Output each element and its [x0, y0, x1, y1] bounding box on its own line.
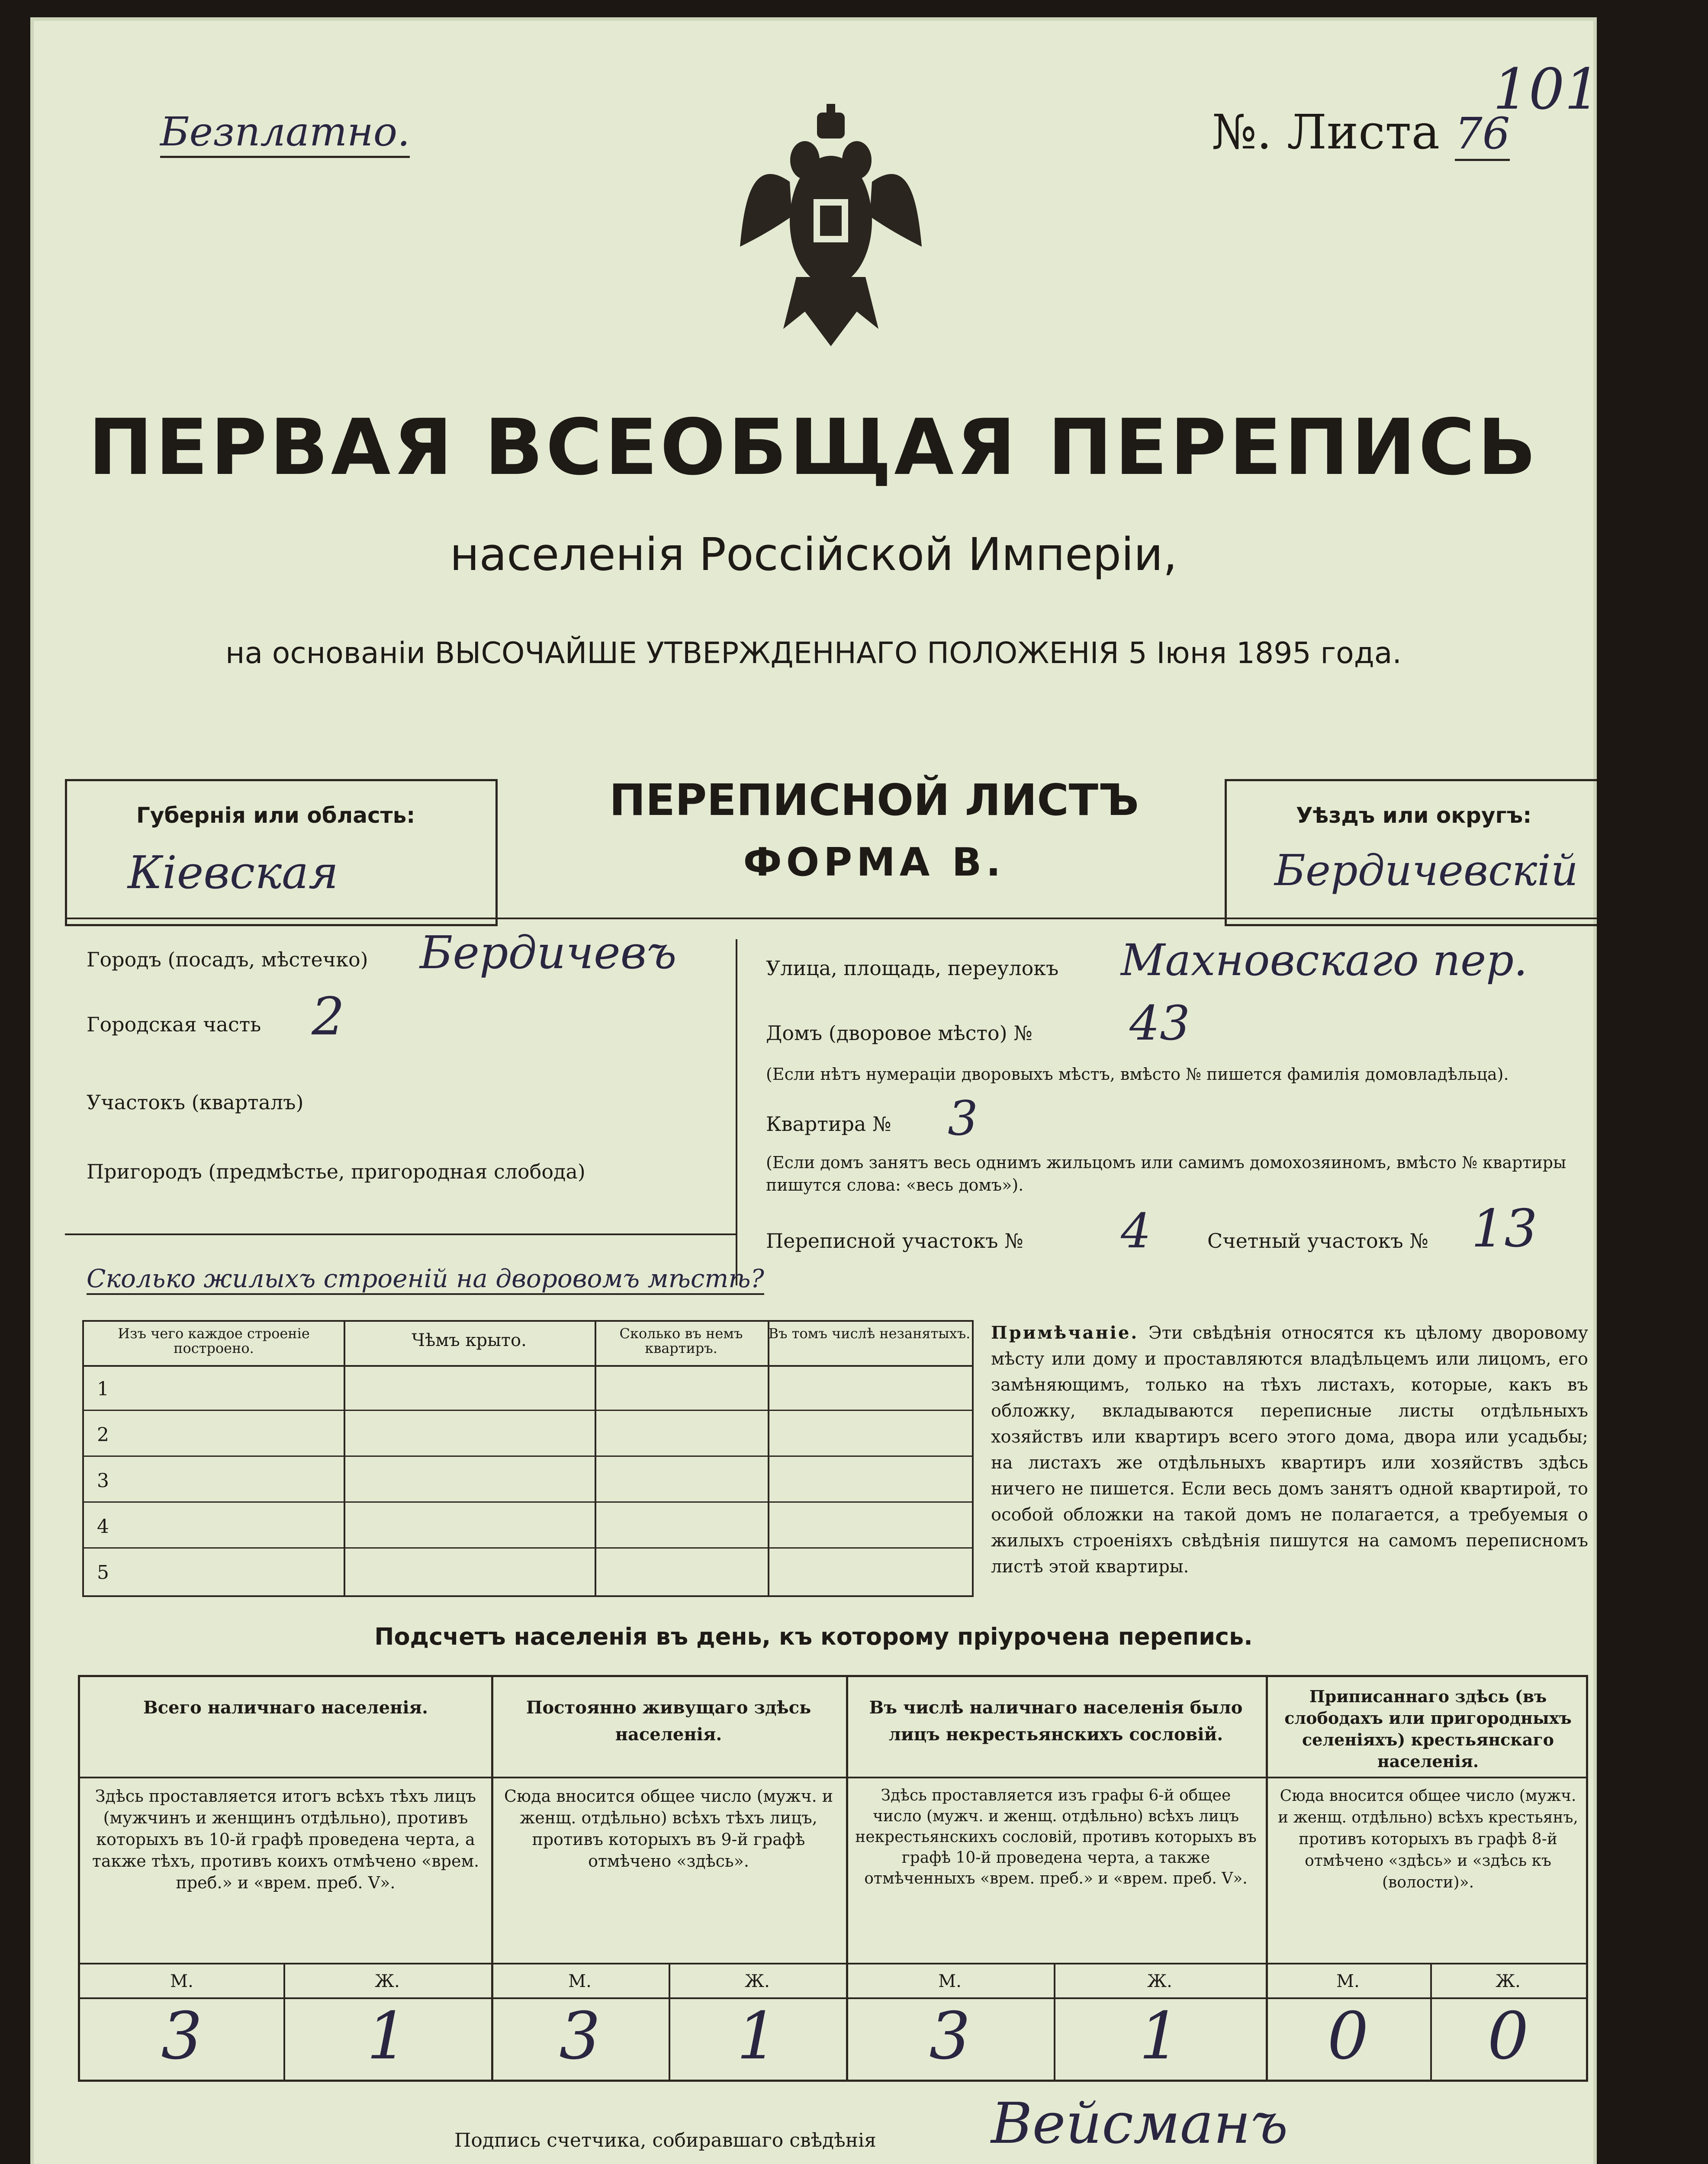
- street-label: Улица, площадь, переулокъ: [766, 956, 1059, 980]
- apartment-value: 3: [948, 1091, 978, 1146]
- buildings-table: [82, 1320, 974, 1597]
- buildings-question: Сколько жилыхъ строеній на дворовомъ мѣстѣ?: [87, 1264, 764, 1295]
- f-label: Ж.: [1496, 1971, 1521, 1991]
- sheet-number-label: №. Листа: [1212, 104, 1440, 160]
- population-col2-m: 3: [559, 1999, 601, 2074]
- apartment-note: (Если домъ занятъ весь однимъ жильцомъ или самимъ домохозяиномъ, вмѣсто № квартиры пишутся слова: «весь домъ»).: [766, 1153, 1566, 1195]
- apartment-label: Квартира №: [766, 1112, 891, 1136]
- main-title: ПЕРВАЯ ВСЕОБЩАЯ ПЕРЕПИСЬ: [88, 403, 1539, 492]
- m-label: М.: [568, 1971, 592, 1991]
- free-label: Безплатно.: [160, 108, 410, 158]
- m-label: М.: [938, 1971, 962, 1991]
- sheet-number-value: 76: [1455, 108, 1510, 161]
- imperial-eagle-icon: [740, 104, 922, 364]
- house-value: 43: [1129, 995, 1190, 1051]
- city-label: Городъ (посадъ, мѣстечко): [87, 948, 368, 971]
- population-col1-head: Всего наличнаго населенія.: [143, 1697, 428, 1718]
- subtitle: населенія Россійской Имперіи,: [450, 528, 1177, 581]
- census-district-label: Переписной участокъ №: [766, 1229, 1023, 1253]
- district-label: Уѣздъ или округъ:: [1296, 803, 1532, 828]
- population-col3-head: Въ числѣ наличнаго населенія было лицъ некрестьянскихъ сословій.: [869, 1697, 1243, 1745]
- census-district-value: 4: [1121, 1203, 1151, 1259]
- population-col1-m: 3: [161, 1999, 203, 2074]
- population-col4-head: Приписаннаго здѣсь (въ слободахъ или пригородныхъ селеніяхъ) крестьянскаго населенія.: [1284, 1687, 1572, 1771]
- address-divider: [736, 939, 737, 1285]
- signature-value: Вейсманъ: [991, 2090, 1288, 2156]
- population-col1-desc: Здѣсь проставляется итогъ всѣхъ тѣхъ лицъ (мужчинъ и женщинъ отдѣльно), противъ которыхъ въ 10-й графѣ проведена черта, а также тѣхъ, противъ коихъ отмѣчено «врем. преб.» и «врем. преб. V».: [92, 1787, 479, 1892]
- population-col1-f: 1: [367, 1999, 408, 2074]
- buildings-note: [991, 1320, 1588, 1580]
- f-label: Ж.: [1147, 1971, 1172, 1991]
- buildings-row: 1: [84, 1365, 972, 1411]
- district-value: Бердичевскій: [1274, 846, 1578, 895]
- region-divider: [65, 918, 1597, 919]
- buildings-row: 2: [84, 1411, 972, 1457]
- f-label: Ж.: [745, 1971, 770, 1991]
- population-col2-f: 1: [737, 1999, 778, 2074]
- quarter-label: Участокъ (кварталъ): [87, 1091, 304, 1114]
- buildings-header-vacant: Въ томъ числѣ незанятыхъ.: [768, 1325, 971, 1342]
- population-col2-desc: Сюда вносится общее число (мужч. и женщ. отдѣльно) всѣхъ тѣхъ лицъ, противъ которыхъ въ 9-й графѣ отмѣчено «здѣсь».: [504, 1787, 833, 1871]
- house-note: (Если нѣтъ нумераціи дворовыхъ мѣстъ, вмѣсто № пишется фамилія домовладѣльца).: [766, 1065, 1509, 1084]
- population-table: [78, 1675, 1588, 2082]
- buildings-header-roof: Чѣмъ крыто.: [412, 1330, 527, 1350]
- population-col4-desc: Сюда вносится общее число (мужч. и женщ. отдѣльно) всѣхъ крестьянъ, противъ которыхъ въ графѣ 8-й отмѣчено «здѣсь» и «здѣсь къ (волости)».: [1278, 1787, 1578, 1891]
- city-part-label: Городская часть: [87, 1013, 261, 1036]
- m-label: М.: [170, 1971, 193, 1991]
- form-title: ПЕРЕПИСНОЙ ЛИСТЪ: [609, 775, 1139, 825]
- population-desc-line: [80, 1963, 1586, 1964]
- address-left-underline: [65, 1233, 736, 1235]
- district-box: [1225, 779, 1597, 926]
- province-box: [65, 779, 498, 926]
- street-value: Махновскаго пер.: [1121, 935, 1528, 985]
- buildings-note-title: Примѣчаніе.: [991, 1323, 1139, 1343]
- count-district-label: Счетный участокъ №: [1207, 1229, 1428, 1253]
- buildings-row: 3: [84, 1457, 972, 1503]
- suburb-label: Пригородъ (предмѣстье, пригородная слобода): [87, 1160, 585, 1183]
- sheet-number-corner: 101: [1493, 56, 1601, 122]
- buildings-rows: [84, 1365, 972, 1594]
- population-col3-desc: Здѣсь проставляется изъ графы 6-й общее число (мужч. и женщ. отдѣльно) всѣхъ лицъ некрестьянскихъ сословій, противъ которыхъ въ графѣ 10-й проведена черта, а также отмѣченныхъ «врем. преб.» и «врем. преб. V».: [855, 1787, 1257, 1887]
- population-title: Подсчетъ населенія въ день, къ которому пріурочена перепись.: [374, 1623, 1253, 1650]
- population-col4-m: 0: [1327, 1999, 1369, 2074]
- sheet-number: [1212, 104, 1510, 162]
- buildings-header-material: Изъ чего каждое строеніе построено.: [118, 1325, 310, 1356]
- population-head-line: [80, 1777, 1586, 1778]
- province-label: Губернія или область:: [136, 803, 415, 828]
- house-label: Домъ (дворовое мѣсто) №: [766, 1021, 1033, 1045]
- form-code: ФОРМА В.: [743, 840, 1005, 885]
- city-value: Бердичевъ: [420, 926, 677, 979]
- city-part-value: 2: [312, 987, 345, 1047]
- signature-label: Подпись счетчика, собиравшаго свѣдѣнія: [454, 2129, 876, 2151]
- buildings-note-text: Эти свѣдѣнія относятся къ цѣлому дворовому мѣсту или дому и проставляются владѣльцемъ или лицомъ, его замѣняющимъ, только на тѣхъ листахъ, которые, какъ въ обложку, вкладываются переписные листы отдѣльныхъ хозяйствъ или квартиръ всего этого дома, двора или усадьбы; на листахъ же отдѣльныхъ квартиръ или хозяйствъ здѣсь ничего не пишется. Если весь домъ занятъ одной квартирой, то особой обложки на такой домъ не полагается, а требуемыя о жилыхъ строеніяхъ свѣдѣнія пишутся на самомъ переписномъ листѣ этой квартиры.: [991, 1323, 1588, 1577]
- m-label: М.: [1336, 1971, 1360, 1991]
- f-label: Ж.: [375, 1971, 400, 1991]
- province-value: Кіевская: [128, 846, 339, 899]
- buildings-header-apartments: Сколько въ немъ квартиръ.: [619, 1325, 743, 1356]
- population-col4-f: 0: [1487, 1999, 1529, 2074]
- count-district-value: 13: [1471, 1199, 1538, 1259]
- population-col3-m: 3: [929, 1999, 971, 2074]
- basis-line: на основаніи ВЫСОЧАЙШЕ УТВЕРЖДЕННАГО ПОЛОЖЕНІЯ 5 Іюня 1895 года.: [225, 636, 1402, 670]
- buildings-row: 5: [97, 1562, 109, 1584]
- population-col3-f: 1: [1139, 1999, 1180, 2074]
- population-col2-head: Постоянно живущаго здѣсь населенія.: [526, 1697, 811, 1745]
- buildings-row: 4: [84, 1503, 972, 1549]
- census-sheet: [30, 17, 1601, 2164]
